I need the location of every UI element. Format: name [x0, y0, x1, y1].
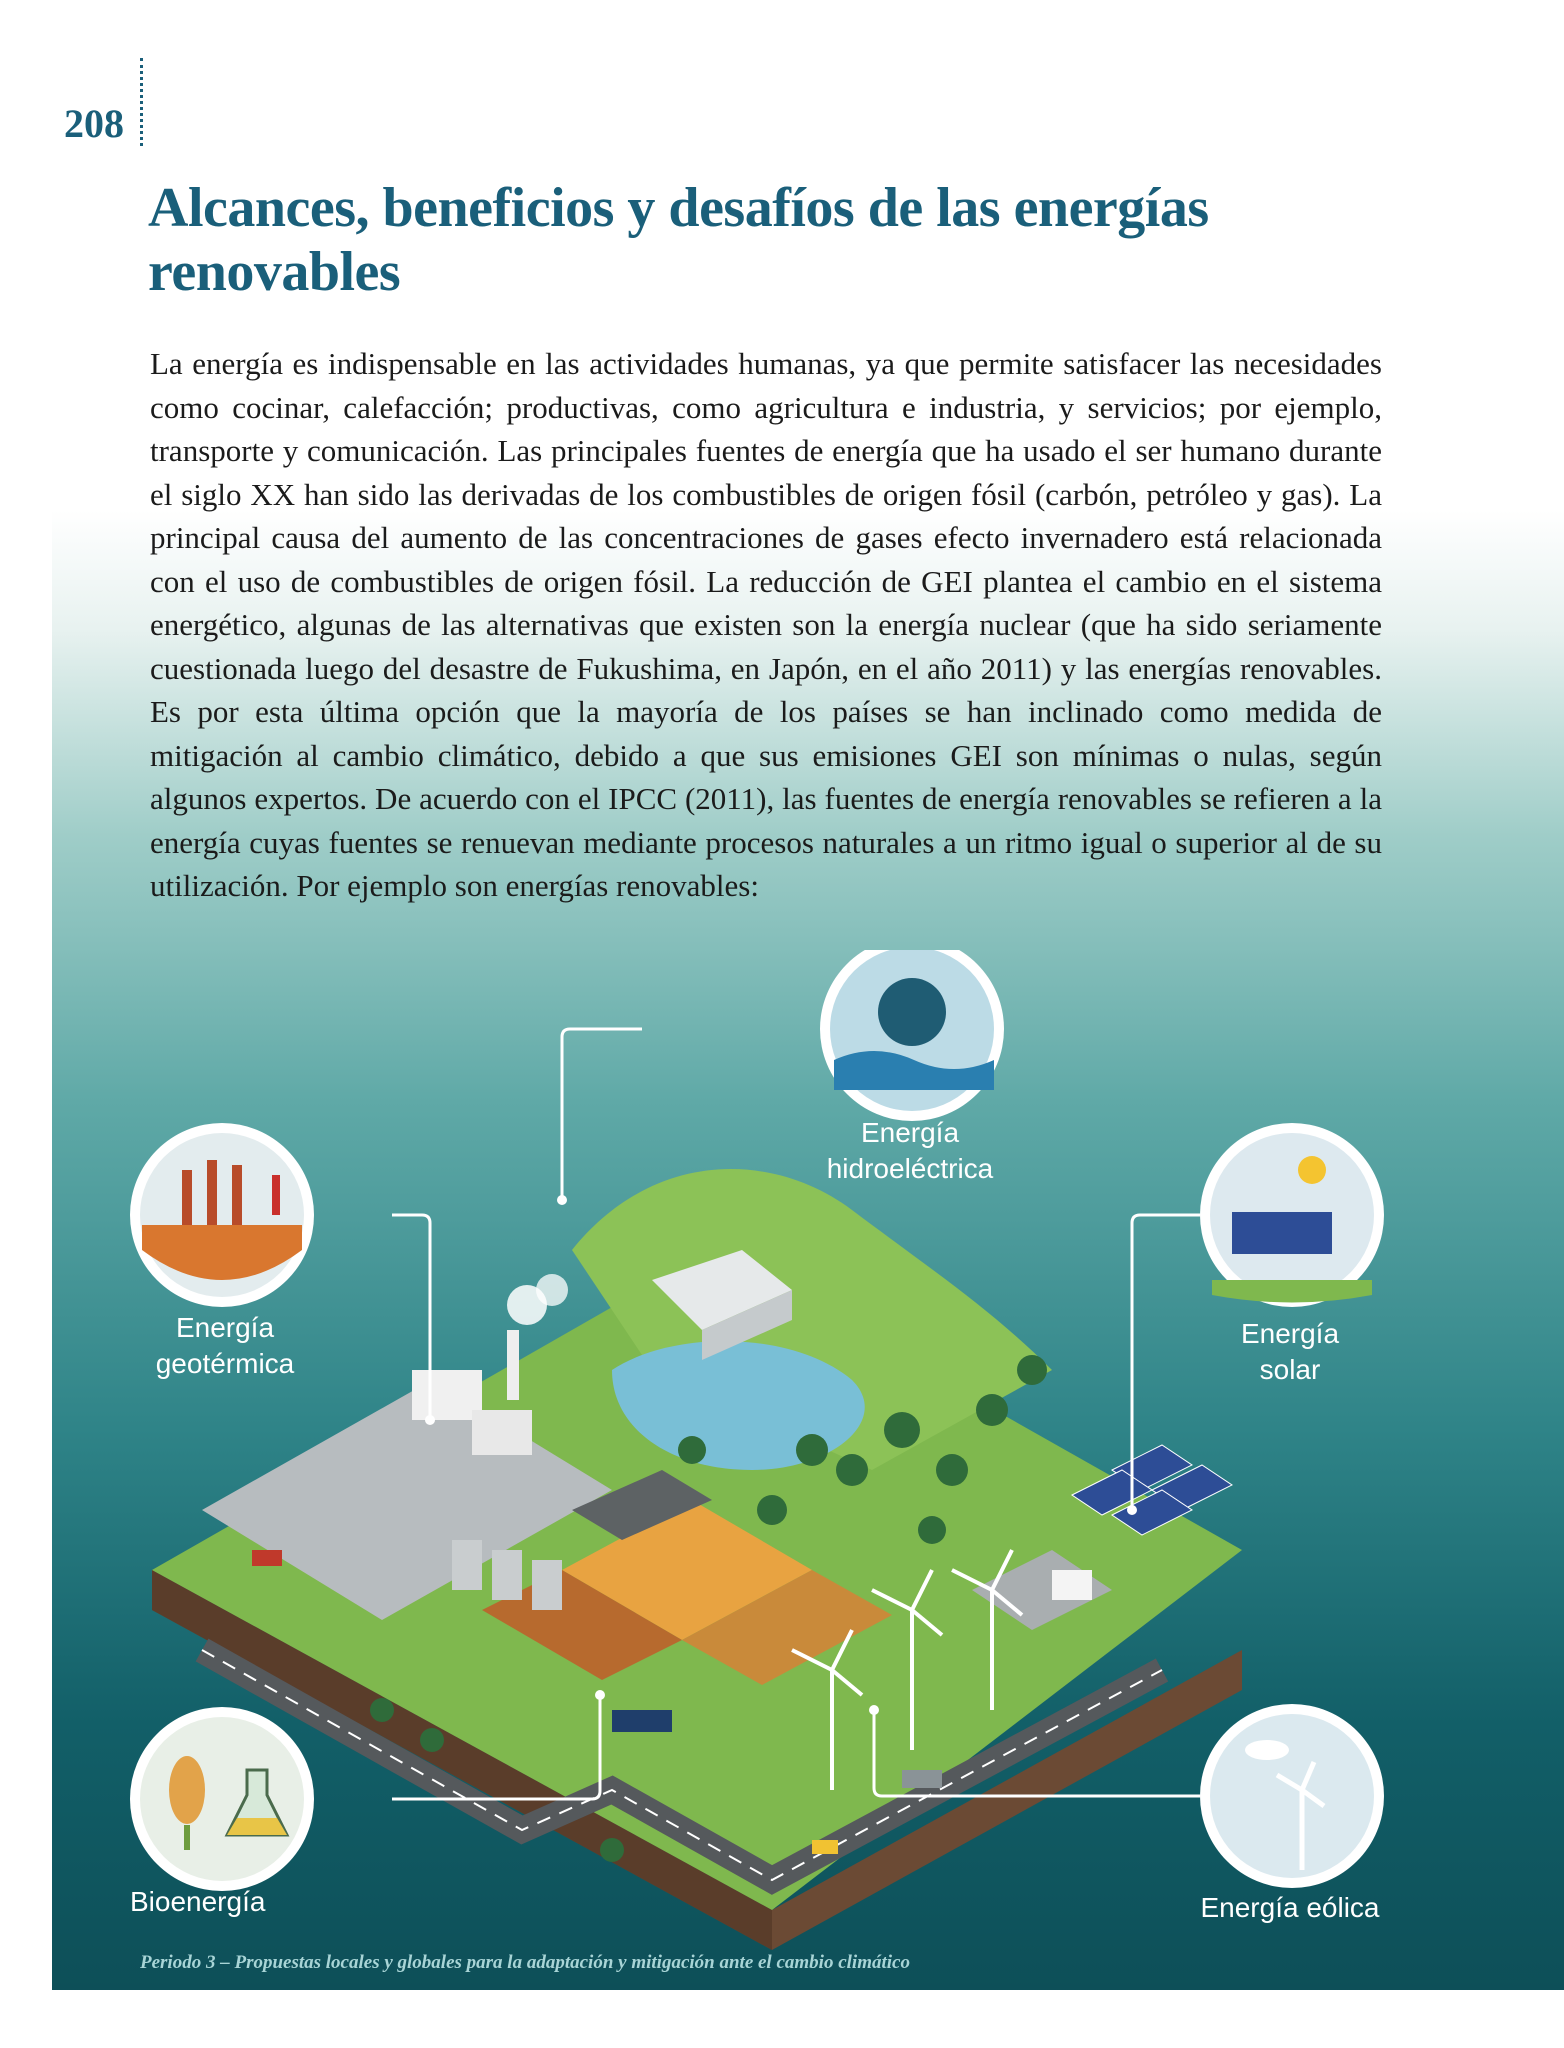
label-hydroelectric: Energía hidroeléctrica: [826, 1117, 994, 1184]
footer-caption: Periodo 3 – Propuestas locales y globales para la adaptación y mitigación ante el cambio climático: [140, 1952, 910, 1973]
hydro-icon: [820, 950, 1004, 1121]
bioenergy-icon: [130, 1707, 314, 1891]
page-title: Alcances, beneficios y desafíos de las energías renovables: [148, 177, 1209, 303]
label-bioenergy: Bioenergía: [130, 1886, 266, 1917]
bus: [612, 1710, 672, 1732]
wind-icon: [1200, 1704, 1384, 1888]
page-number-rule: [140, 58, 143, 146]
body-paragraph: La energía es indispensable en las actividades humanas, ya que permite satisfacer las necesidades como cocinar, calefacción; productivas, como agricultura e industria, y servicios; por ejemplo, transporte y comunicación. Las principales fuentes de energía que ha usado el ser humano durante el siglo XX han sido las derivadas de los combustibles de origen fósil (carbón, petróleo y gas). La principal causa del aumento de las concentraciones de gases efecto invernadero está relacionada con el uso de combustibles de origen fósil. La reducción de GEI plantea el cambio en el sistema energético, algunas de las alternativas que existen son la energía nuclear (que ha sido seriamente cuestionada luego del desastre de Fukushima, en Japón, en el año 2011) y las energías renovables. Es por esta última opción que la mayoría de los países se han inclinado como medida de mitigación al cambio climático, debido a que sus emisiones GEI son mínimas o nulas, según algunos expertos. De acuerdo con el IPCC (2011), las fuentes de energía renovables se refieren a la energía cuyas fuentes se renuevan mediante procesos naturales a un ritmo igual o superior al de su utilización. Por ejemplo son energías renovables:: [150, 346, 1382, 903]
label-wind: Energía eólica: [1200, 1892, 1380, 1923]
label-geothermal: Energía geotérmica: [155, 1312, 295, 1379]
label-solar: Energía solar: [1240, 1318, 1340, 1385]
page-number: 208: [64, 101, 124, 146]
plant-building: [412, 1370, 482, 1420]
sun-icon: [1200, 1123, 1384, 1307]
geothermal-icon: [130, 1123, 314, 1307]
renewable-energy-illustration: [52, 950, 1564, 1990]
